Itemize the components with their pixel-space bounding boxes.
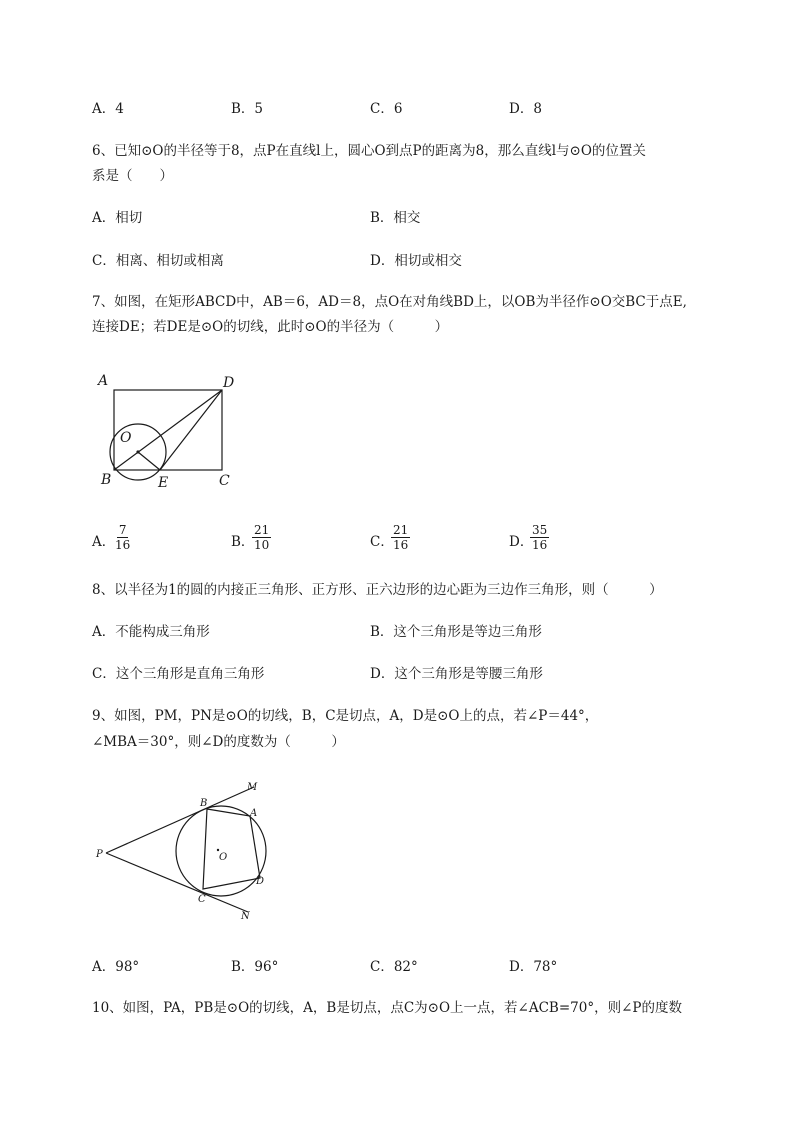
q8-option-c: C．这个三角形是直角三角形 — [92, 666, 265, 682]
radius-oe — [138, 452, 160, 470]
fraction-denominator: 16 — [532, 538, 548, 552]
q9-option-a: A．98° — [92, 959, 140, 975]
q9-option-c: C．82° — [370, 959, 418, 975]
q9-stem-line2: ∠MBA＝30°，则∠D的度数为（ ） — [92, 734, 345, 750]
fraction-numerator: 21 — [393, 523, 409, 537]
fraction-numerator: 7 — [118, 523, 127, 537]
quadrilateral-bacd — [203, 809, 260, 889]
q8-option-b: B．这个三角形是等边三角形 — [370, 624, 542, 640]
label-n: N — [241, 911, 250, 922]
segment-de — [160, 390, 222, 470]
label-d: D — [223, 375, 235, 391]
q6-option-a: A．相切 — [92, 210, 143, 226]
q7-option-a-letter: A． — [92, 534, 116, 550]
circle-o — [176, 806, 266, 896]
q6-option-d: D．相切或相交 — [370, 253, 462, 269]
q9-option-b: B．96° — [231, 959, 279, 975]
q5-option-c: C．6 — [370, 101, 403, 117]
q9-figure-tangents-circle — [92, 776, 282, 926]
q10-stem-line1: 10、如图，PA，PB是⊙O的切线，A，B是切点，点C为⊙O上一点，若∠ACB=70°，则∠P的度数 — [92, 1000, 682, 1016]
q7-stem-line2: 连接DE；若DE是⊙O的切线，此时⊙O的半径为（ ） — [92, 319, 449, 335]
label-e: E — [158, 475, 169, 491]
q7-option-d-fraction — [530, 523, 549, 552]
fraction-denominator: 10 — [254, 538, 270, 552]
q7-option-d-letter: D． — [509, 534, 534, 550]
q5-option-d: D．8 — [509, 101, 542, 117]
label-a: A — [98, 373, 109, 389]
q6-option-b: B．相交 — [370, 210, 421, 226]
label-o: O — [219, 852, 228, 863]
q9-stem-line1: 9、如图，PM，PN是⊙O的切线，B，C是切点，A，D是⊙O上的点，若∠P＝44°， — [92, 708, 599, 724]
q8-option-a: A．不能构成三角形 — [92, 624, 210, 640]
center-point-o — [136, 450, 139, 453]
label-d: D — [256, 876, 265, 887]
q7-option-c-letter: C． — [370, 534, 394, 550]
q6-option-c: C．相离、相切或相离 — [92, 253, 224, 269]
q8-option-d: D．这个三角形是等腰三角形 — [370, 666, 543, 682]
tangent-pm — [106, 787, 254, 853]
label-c: C — [219, 473, 230, 489]
fraction-denominator: 16 — [393, 538, 409, 552]
q6-stem-line1: 6、已知⊙O的半径等于8，点P在直线l上，圆心O到点P的距离为8，那么直线l与⊙O的位置关 — [92, 143, 646, 159]
fraction-numerator: 21 — [254, 523, 270, 537]
label-b: B — [101, 472, 112, 488]
q7-option-c-fraction — [391, 523, 410, 552]
q7-figure-rectangle-circle — [92, 368, 252, 496]
label-c: C — [198, 894, 206, 905]
center-point-o — [217, 849, 219, 851]
q5-option-a: A．4 — [92, 101, 124, 117]
q7-option-b-letter: B． — [231, 534, 255, 550]
label-a: A — [250, 808, 258, 819]
q6-stem-line2: 系是（ ） — [92, 168, 173, 184]
fraction-numerator: 35 — [532, 523, 548, 537]
q7-option-b-fraction — [252, 523, 271, 552]
label-o: O — [120, 430, 132, 446]
q9-option-d: D．78° — [509, 959, 558, 975]
label-b: B — [200, 798, 208, 809]
q8-stem-line1: 8、以半径为1的圆的内接正三角形、正方形、正六边形的边心距为三边作三角形，则（ ） — [92, 582, 663, 598]
label-m: M — [247, 782, 258, 793]
q7-option-a-fraction — [113, 523, 132, 552]
fraction-denominator: 16 — [115, 538, 131, 552]
label-p: P — [96, 849, 103, 860]
q7-stem-line1: 7、如图，在矩形ABCD中，AB＝6，AD＝8，点O在对角线BD上，以OB为半径作⊙O交BC于点E, — [92, 294, 687, 310]
q5-option-b: B．5 — [231, 101, 264, 117]
